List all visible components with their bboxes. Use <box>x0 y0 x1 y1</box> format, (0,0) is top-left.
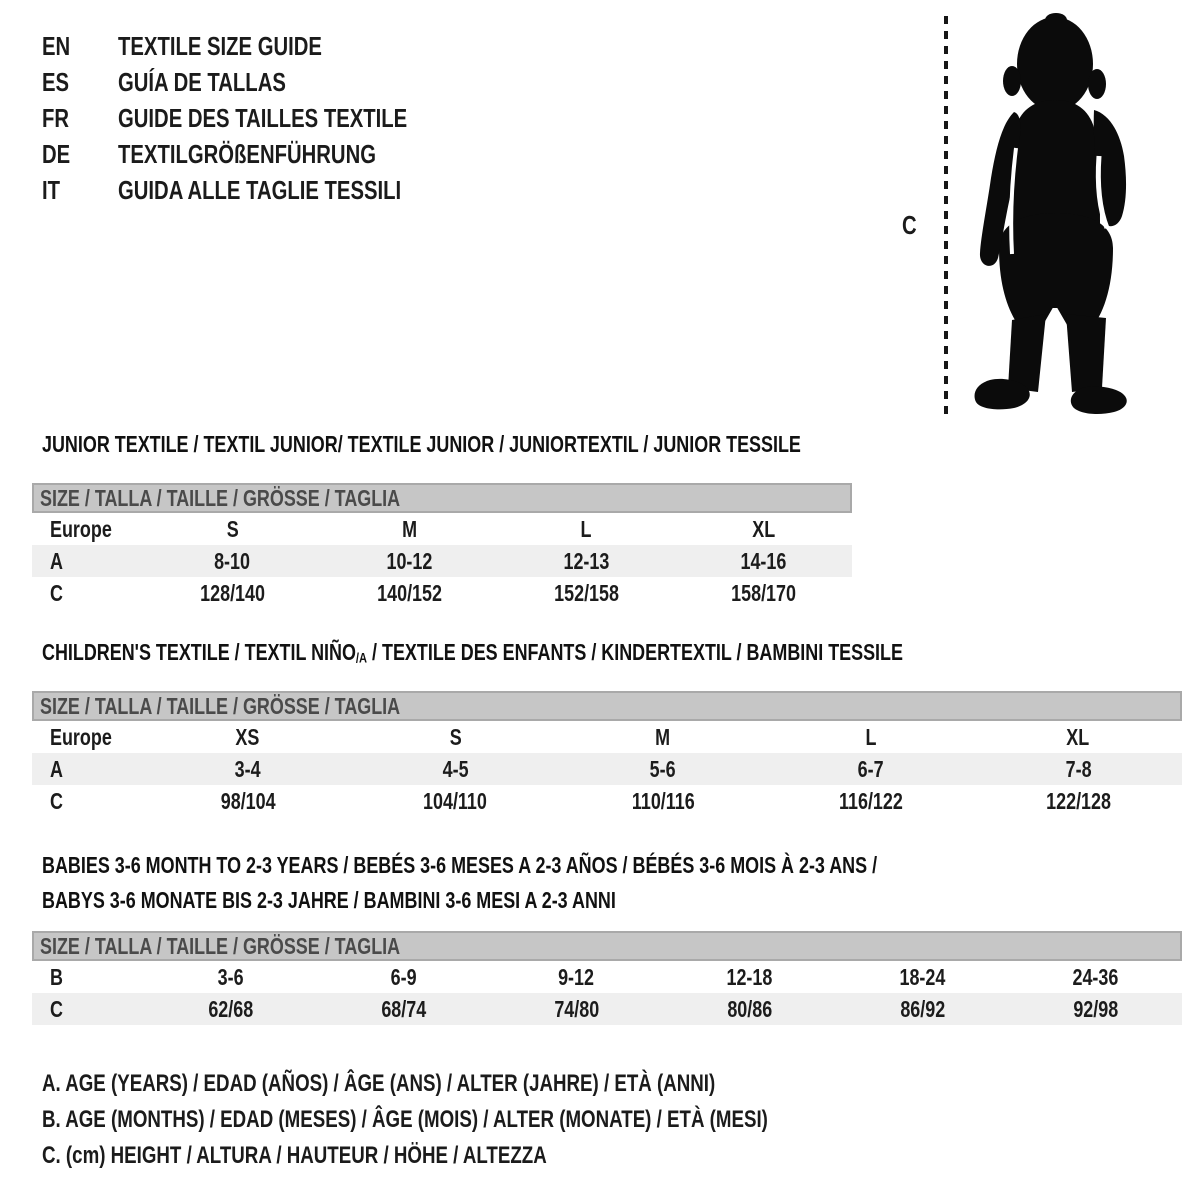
row-label: B <box>50 963 63 990</box>
table-cell: 68/74 <box>381 995 426 1022</box>
legend-line-c: C. (cm) HEIGHT / ALTURA / HAUTEUR / HÖHE / ALTEZZA <box>42 1142 547 1169</box>
language-row-en <box>42 28 489 64</box>
table-row-age-months <box>32 961 1182 993</box>
language-row-fr <box>42 100 489 136</box>
row-label: Europe <box>50 515 112 542</box>
table-cell: 158/170 <box>731 579 796 606</box>
height-measure-dashed-line <box>944 16 948 416</box>
table-cell: 122/128 <box>1045 787 1111 814</box>
row-label: C <box>50 995 63 1022</box>
children-size-table <box>32 691 1182 817</box>
table-row-europe <box>32 721 1182 753</box>
table-cell: 104/110 <box>423 787 488 814</box>
table-row-europe <box>32 513 852 545</box>
row-label: C <box>50 787 63 814</box>
table-cell: 6-9 <box>390 963 417 990</box>
legend-line-b: B. AGE (MONTHS) / EDAD (MESES) / ÂGE (MOIS) / ALTER (MONATE) / ETÀ (MESI) <box>42 1106 768 1133</box>
language-title: GUÍA DE TALLAS <box>118 67 286 97</box>
children-section-heading: CHILDREN'S TEXTILE / TEXTIL NIÑO/A / TEXTILE DES ENFANTS / KINDERTEXTIL / BAMBINI TESSILE <box>42 639 903 667</box>
table-row-age-years <box>32 753 1182 785</box>
language-row-es <box>42 64 489 100</box>
babies-section-heading: BABIES 3-6 MONTH TO 2-3 YEARS / BEBÉS 3-6 MESES A 2-3 AÑOS / BÉBÉS 3-6 MOIS À 2-3 ANS / BABYS 3-6 MONATE BIS 2-3 JAHRE / BAMBINI 3-6 MESI A 2-3 ANNI <box>42 852 878 913</box>
table-cell: 116/122 <box>838 787 903 814</box>
table-cell: 10-12 <box>386 547 433 574</box>
table-cell: S <box>226 515 239 542</box>
table-cell: 8-10 <box>214 547 251 574</box>
table-cell: 5-6 <box>650 755 676 782</box>
table-cell: 86/92 <box>900 995 945 1022</box>
size-header-bar: SIZE / TALLA / TAILLE / GRÖSSE / TAGLIA <box>32 483 852 513</box>
row-label: C <box>50 579 63 606</box>
table-cell: M <box>655 723 671 750</box>
height-measure-label: C <box>902 210 917 240</box>
junior-size-table <box>32 483 852 609</box>
table-cell: 152/158 <box>554 579 619 606</box>
junior-section-heading: JUNIOR TEXTILE / TEXTIL JUNIOR/ TEXTILE JUNIOR / JUNIORTEXTIL / JUNIOR TESSILE <box>42 431 801 457</box>
babies-size-table <box>32 931 1182 1025</box>
table-cell: S <box>449 723 462 750</box>
table-cell: 12-13 <box>563 547 610 574</box>
table-cell: 14-16 <box>740 547 787 574</box>
row-label: A <box>50 755 63 782</box>
table-cell: 9-12 <box>558 963 595 990</box>
row-label: Europe <box>50 723 112 750</box>
language-title: TEXTILGRÖßENFÜHRUNG <box>118 139 376 169</box>
table-cell: 18-24 <box>899 963 946 990</box>
table-cell: 3-6 <box>217 963 244 990</box>
language-code: EN <box>42 31 71 61</box>
table-cell: 128/140 <box>200 579 265 606</box>
table-cell: XL <box>752 515 775 542</box>
table-cell: 74/80 <box>554 995 599 1022</box>
table-row-height-cm <box>32 577 852 609</box>
size-header-bar: SIZE / TALLA / TAILLE / GRÖSSE / TAGLIA <box>32 691 1182 721</box>
table-cell: 92/98 <box>1073 995 1118 1022</box>
language-title: TEXTILE SIZE GUIDE <box>118 31 322 61</box>
table-cell: 80/86 <box>727 995 772 1022</box>
table-cell: XL <box>1066 723 1090 750</box>
table-cell: 110/116 <box>631 787 695 814</box>
table-cell: L <box>865 723 877 750</box>
language-code: IT <box>42 175 61 205</box>
legend-line-a: A. AGE (YEARS) / EDAD (AÑOS) / ÂGE (ANS) / ALTER (JAHRE) / ETÀ (ANNI) <box>42 1070 716 1097</box>
table-cell: 98/104 <box>220 787 276 814</box>
table-cell: 24-36 <box>1072 963 1119 990</box>
language-title: GUIDA ALLE TAGLIE TESSILI <box>118 175 402 205</box>
table-cell: 3-4 <box>234 755 261 782</box>
table-cell: 7-8 <box>1065 755 1092 782</box>
table-row-age-years <box>32 545 852 577</box>
table-cell: 62/68 <box>208 995 253 1022</box>
table-row-height-cm <box>32 785 1182 817</box>
toddler-silhouette-icon <box>966 8 1144 420</box>
table-cell: M <box>402 515 417 542</box>
language-code: FR <box>42 103 70 133</box>
language-code: DE <box>42 139 71 169</box>
language-title-list <box>42 28 489 208</box>
size-header-bar: SIZE / TALLA / TAILLE / GRÖSSE / TAGLIA <box>32 931 1182 961</box>
table-cell: 140/152 <box>377 579 442 606</box>
table-cell: 12-18 <box>726 963 773 990</box>
language-row-it <box>42 172 489 208</box>
row-label: A <box>50 547 63 574</box>
language-code: ES <box>42 67 70 97</box>
table-cell: L <box>581 515 592 542</box>
language-title: GUIDE DES TAILLES TEXTILE <box>118 103 408 133</box>
table-cell: 4-5 <box>442 755 469 782</box>
table-cell: 6-7 <box>857 755 884 782</box>
table-row-height-cm <box>32 993 1182 1025</box>
language-row-de <box>42 136 489 172</box>
table-cell: XS <box>235 723 260 750</box>
legend <box>42 1066 973 1174</box>
